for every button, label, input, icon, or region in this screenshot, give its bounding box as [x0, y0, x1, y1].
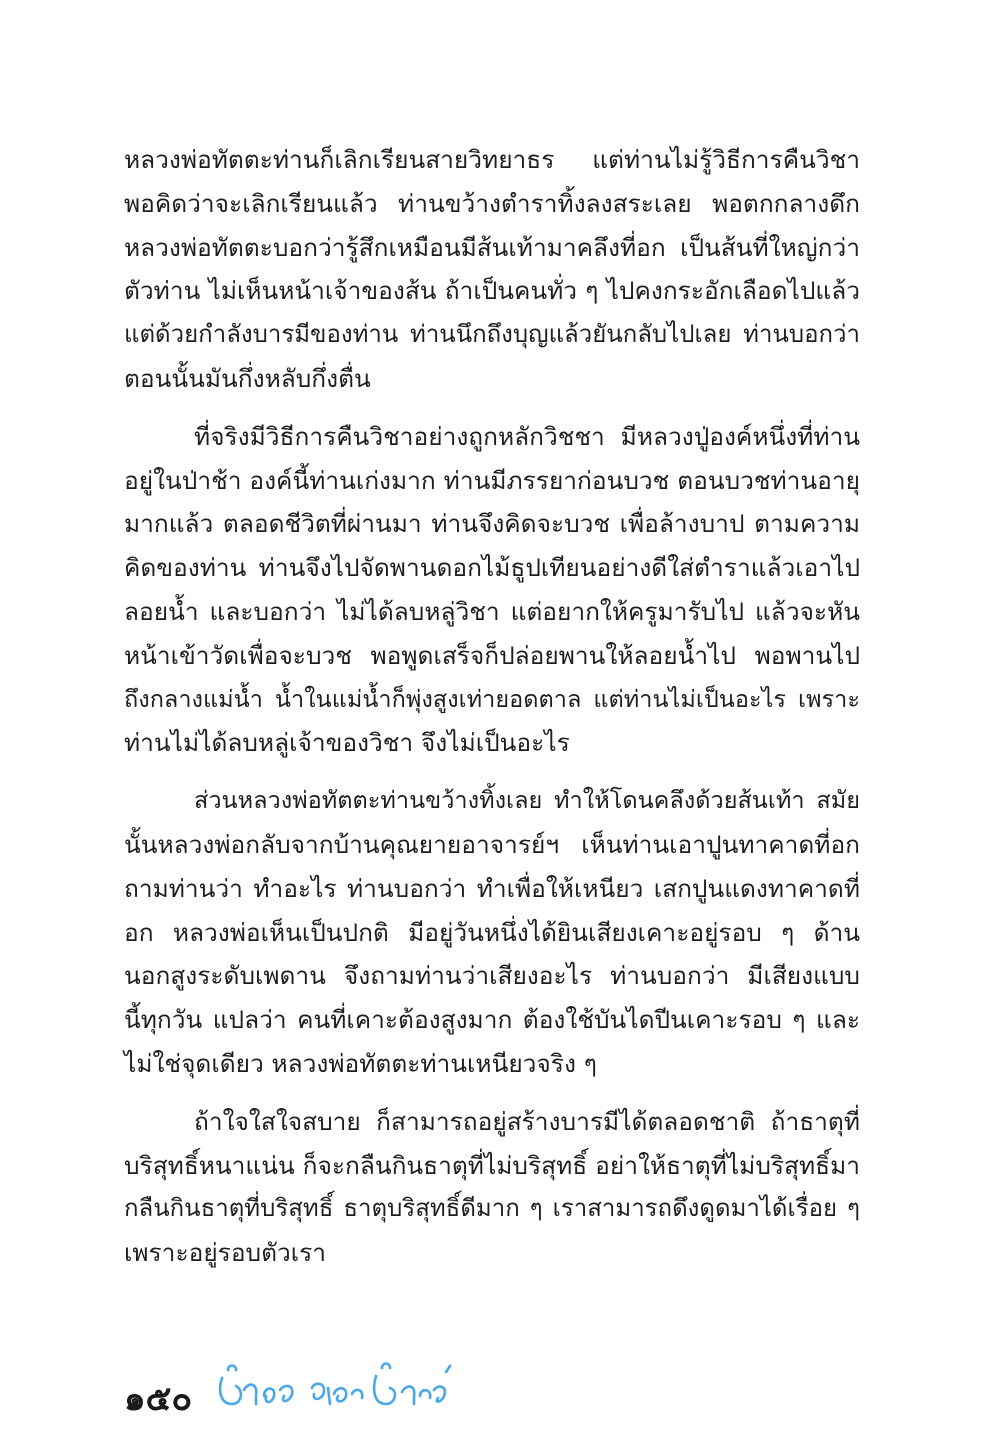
book-title-logo [214, 1360, 454, 1416]
text-line: อยู่ในป่าช้า องค์นี้ท่านเก่งมาก ท่านมีภรรยาก่อนบวช ตอนบวชท่านอายุ [124, 465, 860, 495]
body-text [124, 138, 860, 1289]
text-line: ส่วนหลวงพ่อทัตตะท่านขว้างทิ้งเลย ทำให้โดนคลึงด้วยส้นเท้า สมัย [194, 786, 860, 815]
text-line: นี้ทุกวัน แปลว่า คนที่เคาะต้องสูงมาก ต้องใช้บันไดปีนเคาะรอบ ๆ และ [124, 1005, 860, 1035]
text-line: หลวงพ่อทัตตะท่านก็เลิกเรียนสายวิทยาธร แต่ท่านไม่รู้วิธีการคืนวิชา [124, 145, 860, 174]
text-line: ถามท่านว่า ทำอะไร ท่านบอกว่า ทำเพื่อให้เหนียว เสกปูนแดงทาคาดที่ [124, 873, 860, 903]
text-line: นั้นหลวงพ่อกลับจากบ้านคุณยายอาจารย์ฯ เห็นท่านเอาปูนทาคาดที่อก [124, 829, 860, 859]
text-line: ถ้าใจใสใจสบาย ก็สามารถอยู่สร้างบารมีได้ตลอดชาติ ถ้าธาตุที่ [194, 1106, 860, 1136]
text-line: ตอนนั้นมันกึ่งหลับกึ่งตื่น [124, 363, 371, 393]
text-line: พอคิดว่าจะเลิกเรียนแล้ว ท่านขว้างตำราทิ้งลงสระเลย พอตกกลางดึก [124, 188, 860, 218]
text-line: เพราะอยู่รอบตัวเรา [124, 1238, 327, 1268]
text-line: หลวงพ่อทัตตะบอกว่ารู้สึกเหมือนมีส้นเท้ามาคลึงที่อก เป็นส้นที่ใหญ่กว่า [124, 232, 860, 262]
text-line: บริสุทธิ์หนาแน่น ก็จะกลืนกินธาตุที่ไม่บริสุทธิ์ อย่าให้ธาตุที่ไม่บริสุทธิ์มา [124, 1150, 860, 1180]
paragraph-3 [124, 779, 860, 1086]
text-line: คิดของท่าน ท่านจึงไปจัดพานดอกไม้ธูปเทียนอย่างดีใส่ตำราแล้วเอาไป [124, 553, 860, 583]
paragraph-4 [124, 1100, 860, 1275]
text-line: ท่านไม่ได้ลบหลู่เจ้าของวิชา จึงไม่เป็นอะไร [124, 728, 570, 758]
page-footer [124, 1356, 454, 1419]
text-line: ถึงกลางแม่น้ำ น้ำในแม่น้ำก็พุ่งสูงเท่ายอดตาล แต่ท่านไม่เป็นอะไร เพราะ [124, 684, 860, 713]
paragraph-1 [124, 138, 860, 401]
text-line: มากแล้ว ตลอดชีวิตที่ผ่านมา ท่านจึงคิดจะบวช เพื่อล้างบาป ตามความ [124, 509, 860, 539]
text-line: กลืนกินธาตุที่บริสุทธิ์ ธาตุบริสุทธิ์ดีมาก ๆ เราสามารถดึงดูดมาได้เรื่อย ๆ [124, 1194, 860, 1223]
text-line: อก หลวงพ่อเห็นเป็นปกติ มีอยู่วันหนึ่งได้ยินเสียงเคาะอยู่รอบ ๆ ด้าน [124, 917, 860, 947]
text-line: แต่ด้วยกำลังบารมีของท่าน ท่านนึกถึงบุญแล้วยันกลับไปเลย ท่านบอกว่า [124, 320, 860, 349]
text-line: นอกสูงระดับเพดาน จึงถามท่านว่าเสียงอะไร ท่านบอกว่า มีเสียงแบบ [124, 961, 860, 991]
text-line: ลอยน้ำ และบอกว่า ไม่ได้ลบหลู่วิชา แต่อยากให้ครูมารับไป แล้วจะหัน [124, 596, 860, 626]
paragraph-2 [124, 415, 860, 765]
text-line: ตัวท่าน ไม่เห็นหน้าเจ้าของส้น ถ้าเป็นคนทั่ว ๆ ไปคงกระอักเลือดไปแล้ว [124, 276, 860, 306]
page-number: ๑๕๐ [124, 1379, 193, 1419]
text-line: หน้าเข้าวัดเพื่อจะบวช พอพูดเสร็จก็ปล่อยพานให้ลอยน้ำไป พอพานไป [124, 640, 860, 670]
text-line: ไม่ใช่จุดเดียว หลวงพ่อทัตตะท่านเหนียวจริง ๆ [124, 1048, 597, 1078]
text-line: ที่จริงมีวิธีการคืนวิชาอย่างถูกหลักวิชชา มีหลวงปู่องค์หนึ่งที่ท่าน [194, 421, 860, 451]
